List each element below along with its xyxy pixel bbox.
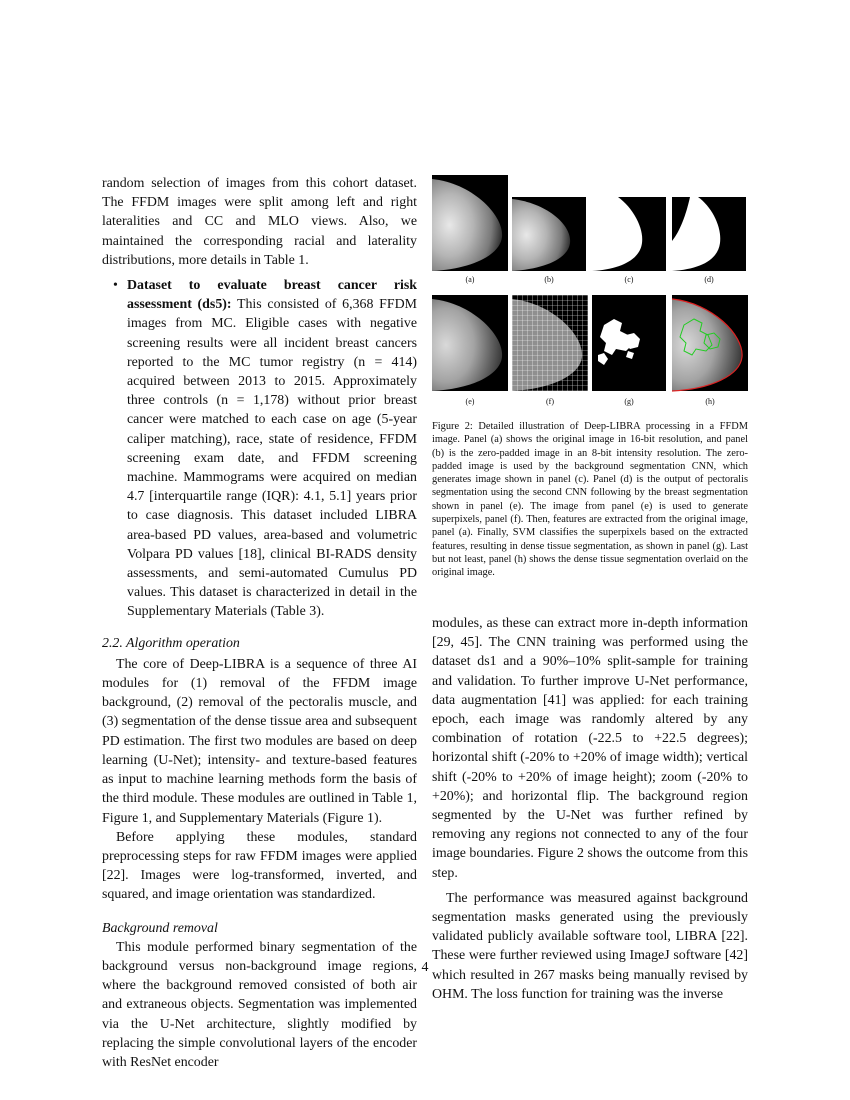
panel-label-h: (h) [705, 397, 715, 406]
section-heading: 2.2. Algorithm operation [102, 635, 240, 651]
bullet-ds5-title: Dataset to evaluate breast cancer risk assessment (ds5): [127, 278, 417, 313]
paragraph-performance: The performance was measured against background segmentation masks generated using the previously validated publicly available software tool, LIBRA [22]. These were further reviewed using ImageJ software [42] which resulted in 267 masks being manually revised by OHM. The loss function for training was the inverse [432, 890, 748, 1002]
panel-f-image [512, 295, 588, 391]
panel-b-image [512, 197, 586, 271]
bullet-ds5 [102, 276, 417, 622]
panel-h-image [672, 295, 748, 391]
panel-e-image [432, 295, 508, 391]
panel-label-e: (e) [465, 397, 475, 406]
paragraph-cnn-training: modules, as these can extract more in-depth information [29, 45]. The CNN training was performed using the dataset ds1 and a 90%–10% split-sample for training and validation. To further improve U-Net performance, data augmentation [41] was applied: for each training epoch, each image was randomly altered by any combination of rotation (-22.5 to +22.5 degrees); horizontal shift (-20% to +20% of image width); vertical shift (-20% to +20% of image height); zoom (-20% to +20%); and horizontal flip. The background region segmented by the U-Net was further refined by removing any regions not connected to any of the four image boundaries. Figure 2 shows the outcome from this step. [432, 616, 748, 881]
panel-label-a: (a) [465, 275, 475, 284]
bullet-ds5-text: This consisted of 6,368 FFDM images from MC. Eligible cases with negative screening results were all incident breast cancers reported to the MC tumor registry (n = 414) acquired between 2013 to 2015. Approximately three controls (n = 1,178) without prior breast cancer were matched to each case on age (5-year caliper matching), race, state of residence, FFDM screening exam date, and FFDM screening machine. Mammograms were acquired on median 4.7 [interquartile range (IQR): 4.1, 5.1] years prior to case diagnosis. This dataset included LIBRA area-based PD values, area-based and volumetric Volpara PD values [18], clinical BI-RADS density assessments, and semi-automated Cumulus PD values. This dataset is characterized in detail in the Supplementary Materials (Table 3). [127, 297, 417, 620]
panel-label-b: (b) [544, 275, 554, 284]
figure-caption: Figure 2: Detailed illustration of Deep-LIBRA processing in a FFDM image. Panel (a) shows the original image in 16-bit resolution, and panel (b) is the zero-padded image in an 8-bit intensity resolution. The zero-padded image is used by the background segmentation CNN, which generates image shown in panel (c). Panel (d) is the output of pectoralis segmentation using the second CNN following by the breast segmentation shown in panel (e). The image from panel (e) is used to generate superpixels, panel (f). Then, features are extracted from the original image, panel (a). Finally, SVM classifies the superpixels based on the extracted features, resulting in dense tissue segmentation, as shown in panel (g). Last but not least, panel (h) shows the dense tissue segmentation overlaid on the original image. [432, 421, 748, 579]
figure-panels [432, 175, 748, 415]
subsection-heading: Background removal [102, 920, 218, 936]
page-number: 4 [421, 960, 429, 975]
panel-d-image [672, 197, 746, 271]
left-column [102, 174, 417, 1072]
panel-g-image [592, 295, 666, 391]
panel-label-c: (c) [624, 275, 634, 284]
panel-a-image [432, 175, 508, 271]
panel-label-f: (f) [546, 397, 554, 406]
right-column [432, 614, 748, 1004]
figure-2 [432, 175, 748, 420]
panel-label-d: (d) [704, 275, 714, 284]
paragraph-preprocessing: Before applying these modules, standard preprocessing steps for raw FFDM images were applied [22]. Images were log-transformed, inverted, and squared, and image orientation was standardized. [102, 829, 417, 903]
paragraph-background-removal: This module performed binary segmentation of the background versus non-background image regions, where the background removed consisted of both air and extraneous objects. Segmentation was implemented via the U-Net architecture, slightly modified by replacing the simple convolutional layers of the encoder with ResNet encoder [102, 939, 417, 1070]
paragraph-core: The core of Deep-LIBRA is a sequence of three AI modules for (1) removal of the FFDM image background, (2) removal of the pectoralis muscle, and (3) segmentation of the dense tissue area and subsequent PD estimation. The first two modules are based on deep learning (U-Net); intensity- and texture-based features as input to machine learning methods form the basis of the third module. These modules are outlined in Table 1, Figure 1, and Supplementary Materials (Figure 1). [102, 656, 417, 826]
panel-c-image [592, 197, 666, 271]
paragraph-cohort-continuation: random selection of images from this cohort dataset. The FFDM images were split among left and right lateralities and CC and MLO views. Also, we maintained the corresponding racial and laterality distributions, more details in Table 1. [102, 176, 417, 268]
panel-label-g: (g) [624, 397, 634, 406]
dataset-bullet-list [102, 276, 417, 622]
